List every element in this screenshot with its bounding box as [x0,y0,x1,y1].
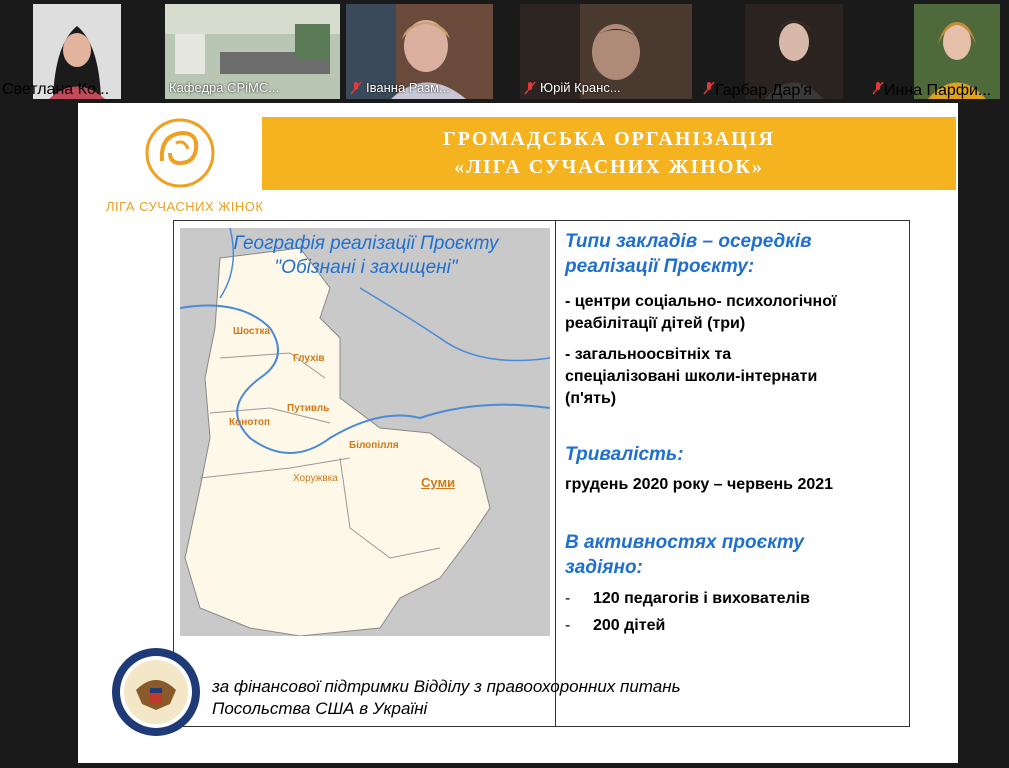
involved-item-1: - 120 педагогів і вихователів [565,590,810,607]
participant-name: Гарбар Дар'я [703,81,823,100]
participant-name: Светлана Ко... [2,81,110,98]
participants-strip [0,0,1009,103]
types-heading-line2: реалізації Проєкту: [565,256,755,277]
map-city-label: Білопілля [349,440,399,451]
funding-line1: за фінансової підтримки Відділу з правоохоронних питань [212,677,681,696]
liga-logo-icon [140,113,220,193]
type-item-1 [565,291,905,335]
content-divider [555,220,556,727]
type-item-1-line2: реабілітації дітей (три) [565,315,746,332]
mic-muted-icon [703,82,715,99]
participant-tile[interactable] [520,4,692,99]
map-title-line2: "Обізнані і захищені" [274,257,458,278]
us-state-department-seal-icon [110,646,202,738]
mic-muted-icon [350,81,362,95]
map-city-label: Конотоп [229,417,271,428]
involved-heading [565,530,905,580]
funding-line2: Посольства США в Україні [212,699,428,718]
map-city-label: Глухів [293,353,325,364]
funding-note [212,676,681,720]
map-city-label: Суми [421,475,456,490]
type-item-2-line1: - загальноосвітніх та [565,346,732,363]
involved-item-2: - 200 дітей [565,617,666,634]
map-city-label: Шостка [233,326,271,337]
types-heading [565,229,905,279]
involved-heading-line1: В активностях проєкту [565,532,804,553]
participant-name: Кафедра СРіМС... [169,80,280,95]
involved-heading-line2: задіяно: [565,557,643,578]
type-item-2 [565,344,905,410]
participant-tile[interactable] [165,4,340,99]
type-item-2-line3: (п'ять) [565,390,617,407]
participant-tile[interactable] [346,4,493,99]
duration-heading: Тривалість: [565,444,684,465]
org-banner [262,117,956,190]
duration-value: грудень 2020 року – червень 2021 [565,476,834,493]
map-city-label: Путивль [287,403,330,414]
mic-muted-icon [872,82,884,99]
banner-line1: ГРОМАДСЬКА ОРГАНІЗАЦІЯ [443,128,775,150]
banner-line2: «ЛІГА СУЧАСНИХ ЖІНОК» [454,156,764,178]
region-map [180,228,550,636]
participant-name: Юрій Кранс... [524,79,688,97]
type-item-1-line1: - центри соціально- психологічної [565,293,837,310]
logo-caption: ЛІГА СУЧАСНИХ ЖІНОК [106,199,264,214]
map-title-line1: Географія реалізації Проєкту [233,233,499,254]
participant-name: Инна Парфи... [872,81,1002,100]
participant-name: Іванна Разм... [350,79,489,97]
map-title [186,232,546,280]
type-item-2-line2: спеціалізовані школи-інтернати [565,368,818,385]
types-heading-line1: Типи закладів – осередків [565,231,812,252]
map-city-label: Хоружвка [293,473,338,484]
mic-muted-icon [524,81,536,95]
